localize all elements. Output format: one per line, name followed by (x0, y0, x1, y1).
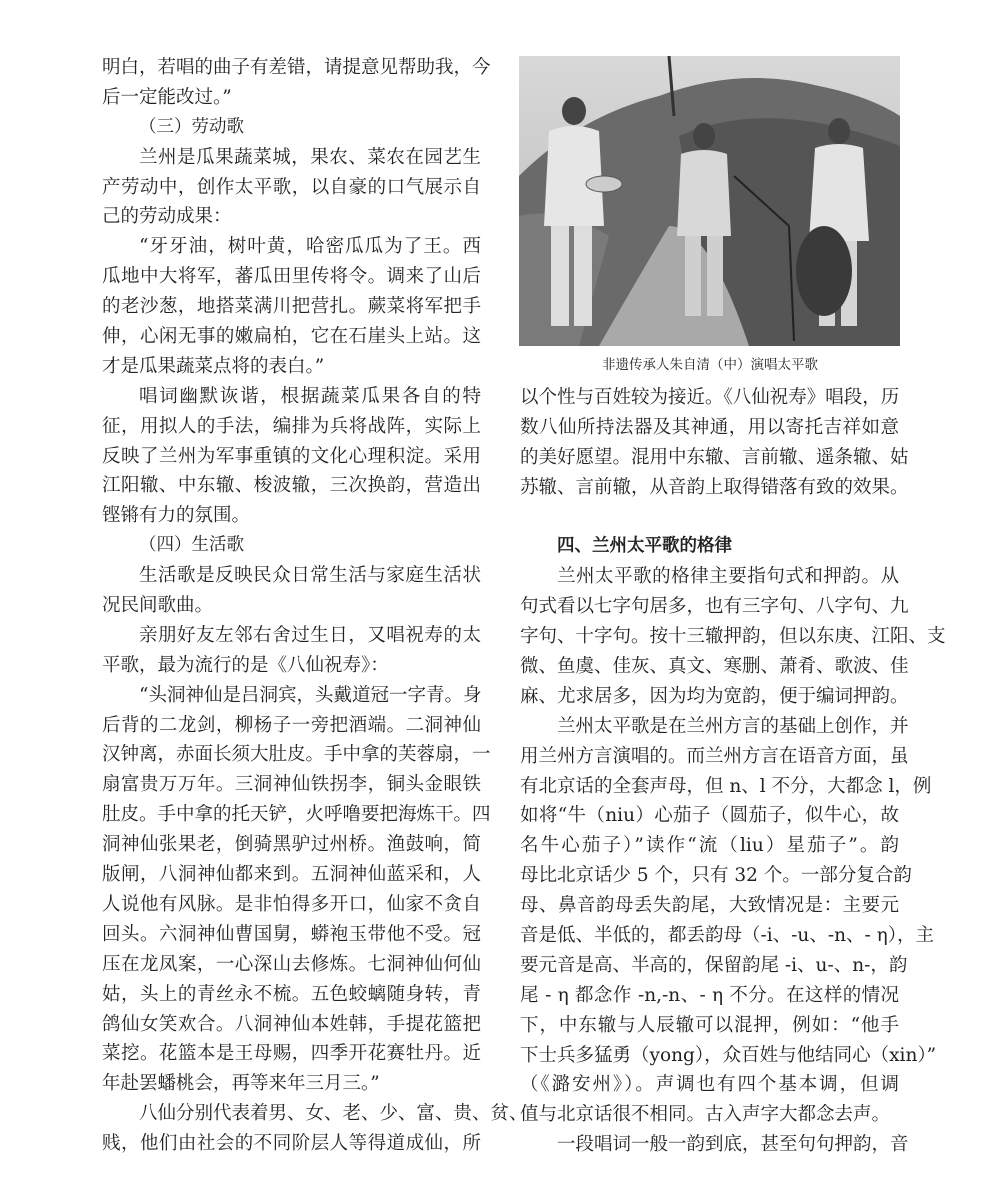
section-heading: （三）劳动歌 (139, 116, 244, 137)
text-line: 瓜地中大将军，蕃瓜田里传将令。调来了山后 (102, 266, 481, 288)
text-line: 己的劳动成果： (102, 206, 232, 228)
section-heading: （四）生活歌 (139, 535, 244, 556)
text-line: 年赴罢蟠桃会，再等来年三月三。” (102, 1073, 380, 1095)
text-line: 扇富贵万万年。三洞神仙铁拐李，铜头金眼铁 (102, 774, 481, 796)
text-line: 苏辙、言前辙，从音韵上取得错落有致的效果。 (520, 476, 909, 498)
text-line: 后背的二龙剑，柳杨子一旁把酒端。二洞神仙 (102, 714, 481, 736)
text-line: 况民间歌曲。 (102, 595, 214, 617)
text-line: 明白，若唱的曲子有差错，请提意见帮助我，今 (102, 57, 491, 78)
text-line: 下士兵多猛勇（yong），众百姓与他结同心（xin）” (520, 1044, 937, 1066)
text-line: （《潞安州》）。声调也有四个基本调，但调 (520, 1074, 899, 1096)
text-line: 句式看以七字句居多，也有三字句、八字句、九 (520, 596, 909, 618)
text-line: 回头。六洞神仙曹国舅，蟒袍玉带他不受。冠 (102, 923, 481, 945)
paragraph (520, 712, 937, 1130)
text-line: “牙牙油，树叶黄，哈密瓜瓜为了王。西 (139, 236, 481, 258)
left-column (102, 53, 528, 1159)
text-line: 反映了兰州为军事重镇的文化心理积淀。采用 (102, 445, 481, 467)
paragraph (520, 562, 946, 711)
text-line: 微、鱼虞、佳灰、真文、寒删、萧肴、歌波、佳 (520, 656, 909, 678)
text-line: 唱词幽默诙谐，根据蔬菜瓜果各自的特 (139, 385, 481, 407)
paragraph (520, 1130, 909, 1160)
text-line: 人说他有风脉。是非怕得多开口，仙家不贪自 (102, 893, 481, 915)
text-line: 鸽仙女笑欢合。八洞神仙本姓韩，手提花篮把 (102, 1013, 481, 1035)
text-line: 后一定能改过。” (102, 86, 232, 108)
text-line: 洞神仙张果老，倒骑黑驴过州桥。渔鼓响，简 (102, 834, 481, 856)
text-line: 兰州是瓜果蔬菜城，果农、菜农在园艺生 (139, 146, 481, 168)
text-line: 麻、尤求居多，因为均为宽韵，便于编词押韵。 (520, 685, 909, 707)
text-line: 征，用拟人的手法，编排为兵将战阵，实际上 (102, 415, 481, 437)
performance-photo (519, 56, 900, 346)
paragraph (102, 232, 481, 381)
text-line: 母、鼻音韵母丢失韵尾，大致情况是：主要元 (520, 895, 899, 917)
text-line: 一段唱词一般一韵到底，甚至句句押韵，音 (557, 1134, 909, 1156)
text-line: 铿锵有力的氛围。 (102, 505, 251, 527)
text-line: 产劳动中，创作太平歌，以自豪的口气展示自 (102, 176, 481, 198)
text-line: 要元音是高、半高的，保留韵尾 -i、u-、n-，韵 (520, 954, 908, 976)
text-line: 才是瓜果蔬菜点将的表白。” (102, 355, 325, 377)
paragraph (520, 383, 909, 503)
spacer (520, 503, 899, 533)
right-column (520, 383, 946, 1160)
paragraph (102, 561, 481, 621)
text-line: 贱，他们由社会的不同阶层人等得道成仙，所 (102, 1133, 481, 1155)
text-line: 用兰州方言演唱的。而兰州方言在语音方面，虽 (520, 745, 909, 767)
photo-caption: 非遗传承人朱自清（中）演唱太平歌 (602, 357, 818, 373)
text-line: 字句、十字句。按十三辙押韵，但以东庚、江阳、支 (520, 626, 946, 648)
text-line: 姑，头上的青丝永不梳。五色蛟螭随身转，青 (102, 983, 481, 1005)
text-line: 的美好愿望。混用中东辙、言前辙、遥条辙、姑 (520, 446, 909, 468)
text-line: 音是低、半低的，都丢韵母（-i、-u、-n、- η），主 (520, 925, 934, 947)
paragraph (102, 621, 481, 681)
text-line: 伸，心闲无事的嫩扁柏，它在石崖头上站。这 (102, 326, 481, 348)
paragraph (102, 681, 491, 1099)
text-line: 菜挖。花篮本是王母赐，四季开花赛牡丹。近 (102, 1043, 481, 1065)
text-line: 平歌，最为流行的是《八仙祝寿》： (102, 654, 389, 676)
photo-image (519, 56, 900, 346)
paragraph (102, 382, 481, 531)
text-line: 母比北京话少 5 个，只有 32 个。一部分复合韵 (520, 865, 912, 887)
text-line: 兰州太平歌的格律主要指句式和押韵。从 (557, 566, 899, 588)
text-line: 尾 - η 都念作 -n,-n、- η 不分。在这样的情况 (520, 984, 899, 1006)
text-line: 汉钟离，赤面长须大肚皮。手中拿的芙蓉扇，一 (102, 744, 491, 766)
paragraph (102, 53, 491, 113)
text-line: 如将“牛（niu）心茄子（圆茄子，似牛心，故 (520, 805, 899, 827)
text-line: 有北京话的全套声母，但 n、l 不分，大都念 l，例 (520, 775, 932, 797)
text-line: 兰州太平歌是在兰州方言的基础上创作，并 (557, 715, 909, 737)
text-line: 肚皮。手中拿的托天铲，火呼噜要把海炼干。四 (102, 804, 491, 826)
text-line: 压在龙凤案，一心深山去修炼。七洞神仙何仙 (102, 953, 481, 975)
text-line: 八仙分别代表着男、女、老、少、富、贵、贫、 (139, 1103, 528, 1125)
text-line: 数八仙所持法器及其神通，用以寄托吉祥如意 (520, 416, 899, 438)
text-line: 名牛心茄子）”读作“流（liu）星茄子”。韵 (520, 835, 899, 857)
paragraph (102, 143, 481, 233)
text-line: 江阳辙、中东辙、梭波辙，三次换韵，营造出 (102, 475, 481, 497)
text-line: 值与北京话很不相同。古入声字大都念去声。 (520, 1104, 891, 1126)
text-line: 以个性与百姓较为接近。《八仙祝寿》唱段，历 (520, 387, 900, 408)
paragraph (102, 1099, 528, 1159)
text-line: 下，中东辙与人辰辙可以混押，例如：“他手 (520, 1014, 899, 1036)
text-line: “头洞神仙是吕洞宾，头戴道冠一字青。身 (139, 684, 482, 706)
section-heading: 四、兰州太平歌的格律 (557, 536, 732, 557)
text-line: 的老沙葱，地搭菜满川把营扎。蕨菜将军把手 (102, 296, 481, 318)
text-line: 版闸，八洞神仙都来到。五洞神仙蓝采和，人 (102, 864, 481, 886)
text-line: 生活歌是反映民众日常生活与家庭生活状 (139, 565, 481, 587)
text-line: 亲朋好友左邻右舍过生日，又唱祝寿的太 (139, 624, 481, 646)
